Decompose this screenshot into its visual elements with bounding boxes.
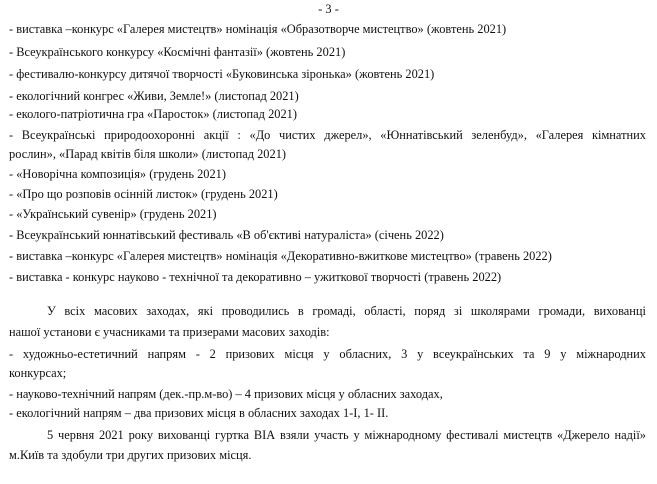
list-item: - екологічний конгрес «Живи, Земле!» (листопад 2021) bbox=[9, 89, 299, 103]
list-item: - «Український сувенір» (грудень 2021) bbox=[9, 207, 217, 221]
paragraph-line: нашої установи є учасниками та призерами масових заходів: bbox=[9, 325, 330, 339]
list-item-continuation: рослин», «Парад квітів біля школи» (листопад 2021) bbox=[9, 147, 287, 161]
result-item: - екологічний напрям – два призових місця в обласних заходах 1-І, 1- ІІ. bbox=[9, 406, 389, 420]
list-item: - еколого-патріотична гра «Паросток» (листопад 2021) bbox=[9, 107, 297, 121]
result-item-continuation: конкурсах; bbox=[9, 366, 67, 380]
list-item: - виставка –конкурс «Галерея мистецтв» номінація «Образотворче мистецтво» (жовтень 2021) bbox=[9, 22, 507, 36]
list-item: - Всеукраїнські природоохоронні акції : «До чистих джерел», «Юннатівський зеленбуд», «Галерея кімнатних bbox=[9, 128, 646, 142]
result-item: - художньо-естетичний напрям - 2 призових місця у обласних, 3 у всеукраїнських та 9 у міжнародних bbox=[9, 347, 646, 361]
list-item: - виставка - конкурс науково - технічної та декоративно – ужиткової творчості (травень 2022) bbox=[9, 270, 502, 284]
result-item: - науково-технічний напрям (дек.-пр.м-во) – 4 призових місця у обласних заходах, bbox=[9, 387, 443, 401]
list-item: - фестивалю-конкурсу дитячої творчості «Буковинська зіронька» (жовтень 2021) bbox=[9, 67, 435, 81]
list-item: - Всеукраїнського конкурсу «Космічні фантазії» (жовтень 2021) bbox=[9, 45, 346, 59]
paragraph-line: м.Київ та здобули три других призових місця. bbox=[9, 448, 252, 462]
list-item: - «Про що розповів осінній листок» (грудень 2021) bbox=[9, 187, 278, 201]
page-number: - 3 - bbox=[318, 2, 339, 16]
list-item: - виставка –конкурс «Галерея мистецтв» номінація «Декоративно-вжиткове мистецтво» (травень 2022) bbox=[9, 249, 552, 263]
list-item: - Всеукраїнський юннатівський фестиваль «В об'єктиві натураліста» (січень 2022) bbox=[9, 228, 444, 242]
list-item: - «Новорічна композиція» (грудень 2021) bbox=[9, 167, 226, 181]
paragraph-line: У всіх масових заходах, які проводились в громаді, області, поряд зі школярами громади, вихованці bbox=[47, 304, 646, 318]
paragraph-line: 5 червня 2021 року вихованці гуртка ВІА взяли участь у міжнародному фестивалі мистецтв «Джерело надії» bbox=[47, 428, 646, 442]
